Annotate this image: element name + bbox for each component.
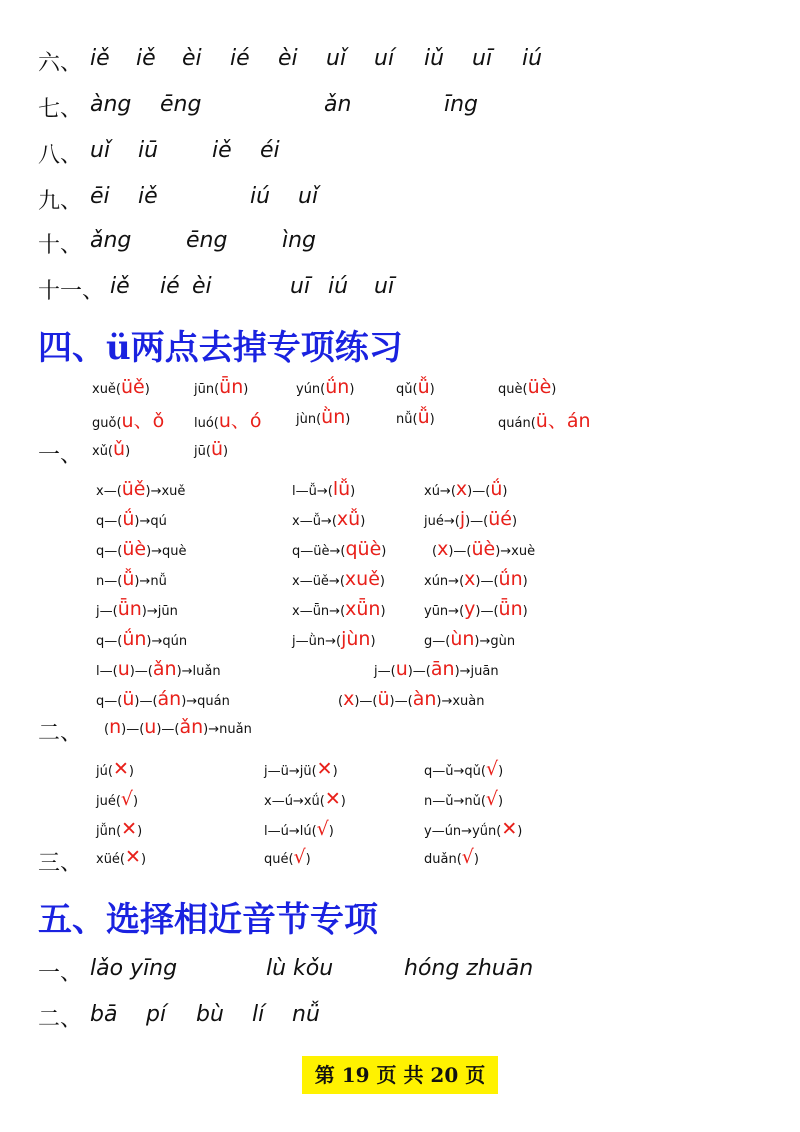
exercise-item: jué(√): [96, 788, 139, 810]
answer: ǎn: [179, 716, 204, 738]
exercise-item: guǒ(u、ǒ: [92, 410, 165, 432]
pinyin-line-8: [38, 138, 84, 169]
pinyin-line-6: [38, 46, 84, 77]
answer: ü、án: [535, 410, 591, 432]
exercise-item: jǚn(✕): [96, 818, 143, 840]
answer-mark: √: [293, 846, 306, 868]
line-number: 十一、: [38, 279, 105, 304]
answer: ǘn: [325, 376, 350, 398]
syllable: bù: [196, 1002, 224, 1027]
answer: ǖn: [498, 598, 523, 620]
line-number: 十、: [38, 233, 83, 258]
answer: án: [157, 688, 182, 710]
exercise-item: xǔ(ǔ): [92, 438, 131, 460]
answer: ǘ: [490, 478, 503, 500]
exercise-item: (n)—(u)—(ǎn)→nuǎn: [104, 716, 252, 738]
answer: ü: [210, 438, 223, 460]
answer: üè: [527, 376, 552, 398]
section-5-heading: 五、选择相近音节专项: [38, 900, 378, 940]
syllable: hóng zhuān: [404, 956, 534, 981]
syllable: uǐ: [298, 184, 319, 209]
exercise-item: n—ǔ→nǔ(√): [424, 788, 504, 810]
answer: qüè: [345, 538, 382, 560]
exercise-item: y—ún→yǘn(✕): [424, 818, 523, 840]
answer-mark: ✕: [501, 818, 518, 840]
answer: j: [459, 508, 466, 530]
answer-mark: ✕: [112, 758, 129, 780]
pinyin-line-9: [38, 184, 84, 215]
answer: x: [455, 478, 468, 500]
syllable: èi: [192, 274, 212, 299]
answer-mark: √: [316, 818, 329, 840]
syllable: iú: [250, 184, 271, 209]
syllable: èi: [278, 46, 298, 71]
line-number: 七、: [38, 97, 83, 122]
exercise-item: x—(üě)→xuě: [96, 478, 186, 500]
exercise-item: (x)—(üè)→xuè: [432, 538, 536, 560]
syllable: ēng: [160, 92, 202, 117]
answer: ān: [430, 658, 455, 680]
answer: u: [395, 658, 408, 680]
exercise-item: luó(u、ó: [194, 410, 262, 432]
exercise-item: j—ü→jü(✕): [264, 758, 338, 780]
syllable: uǐ: [326, 46, 347, 71]
syllable: iě: [138, 184, 158, 209]
answer: xuě: [344, 568, 380, 590]
exercise-item: jué→(j)—(üé): [424, 508, 518, 530]
exercise-item: q—ǔ→qǔ(√): [424, 758, 504, 780]
syllable: iě: [212, 138, 232, 163]
exercise-item: j—(ǖn)→jūn: [96, 598, 178, 620]
syllable: ǎng: [90, 228, 132, 253]
syllable: iǔ: [424, 46, 445, 71]
exercise-item: g—(ùn)→gùn: [424, 628, 516, 650]
answer: üè: [122, 538, 147, 560]
exercise-item: (x)—(ü)—(àn)→xuàn: [338, 688, 485, 710]
answer: lǚ: [332, 478, 351, 500]
answer: x: [464, 568, 476, 590]
answer: ǚ: [417, 406, 430, 428]
syllable: éi: [260, 138, 280, 163]
syllable: nǚ: [292, 1002, 320, 1027]
syllable: pí: [146, 1002, 167, 1027]
syllable: iú: [522, 46, 543, 71]
answer: u、ǒ: [121, 410, 165, 432]
exercise-item: x—ú→xǘ(✕): [264, 788, 346, 810]
exercise-item: quán(ü、án: [498, 410, 591, 432]
line-number: 九、: [38, 189, 83, 214]
syllable: ǎn: [324, 92, 352, 117]
part-label-er: 二、: [38, 721, 83, 746]
exercise-item: l—ǚ→(lǚ): [292, 478, 356, 500]
answer: àn: [412, 688, 437, 710]
exercise-item: q—(ǘn)→qún: [96, 628, 188, 650]
syllable: ié: [230, 46, 250, 71]
part-label-san: 三、: [38, 851, 83, 876]
exercise-item: xún→(x)—(ǘn): [424, 568, 528, 590]
syllable: ié: [160, 274, 180, 299]
answer-mark: ✕: [324, 788, 341, 810]
pinyin-line-s5-1: [38, 956, 84, 987]
exercise-item: j—(u)—(ān)→juān: [374, 658, 499, 680]
syllable: uī: [374, 274, 395, 299]
answer: ǜn: [321, 406, 346, 428]
page-footer: 第 19 页 共 20 页: [302, 1056, 498, 1094]
answer-mark: √: [485, 788, 499, 810]
section-4-heading: 四、ü两点去掉专项练习: [38, 328, 403, 368]
exercise-item: duǎn(√): [424, 846, 479, 868]
syllable: iū: [138, 138, 159, 163]
answer: u: [144, 716, 157, 738]
part-label-yi: 一、: [38, 443, 83, 468]
pinyin-line-7: [38, 92, 84, 123]
answer: y: [464, 598, 476, 620]
syllable: bā: [90, 1002, 118, 1027]
syllable: uī: [472, 46, 493, 71]
exercise-item: q—(ǘ)→qú: [96, 508, 167, 530]
exercise-item: qué(√): [264, 846, 311, 868]
answer: üě: [121, 376, 145, 398]
answer: üé: [488, 508, 512, 530]
syllable: iě: [90, 46, 110, 71]
answer: ǘn: [122, 628, 147, 650]
exercise-item: jūn(ǖn): [194, 376, 249, 398]
syllable: lù kǒu: [266, 956, 334, 981]
exercise-item: xuě(üě): [92, 376, 150, 398]
syllable: uǐ: [90, 138, 111, 163]
exercise-item: qǔ(ǚ): [396, 376, 435, 398]
answer: xǚ: [336, 508, 361, 530]
answer: ǚ: [417, 376, 430, 398]
line-number: 六、: [38, 51, 83, 76]
exercise-item: l—(u)—(ǎn)→luǎn: [96, 658, 221, 680]
answer-mark: √: [485, 758, 499, 780]
answer: x: [437, 538, 449, 560]
answer: ǘn: [498, 568, 523, 590]
answer: ü: [377, 688, 390, 710]
exercise-item: jū(ü): [194, 438, 229, 460]
syllable: ìng: [282, 228, 317, 253]
answer: ǖn: [219, 376, 244, 398]
exercise-item: nǚ(ǚ): [396, 406, 435, 428]
answer: ü: [122, 688, 135, 710]
syllable: èi: [182, 46, 202, 71]
exercise-item: jú(✕): [96, 758, 134, 780]
line-number: 八、: [38, 143, 83, 168]
exercise-item: xú→(x)—(ǘ): [424, 478, 508, 500]
line-number: 二、: [38, 1007, 83, 1032]
syllable: iú: [328, 274, 349, 299]
exercise-item: yūn→(y)—(ǖn): [424, 598, 528, 620]
exercise-item: x—ǖn→(xǖn): [292, 598, 386, 620]
exercise-item: xüé(✕): [96, 846, 147, 868]
exercise-item: j—ǜn→(jùn): [292, 628, 376, 650]
exercise-item: què(üè): [498, 376, 557, 398]
answer-mark: ✕: [316, 758, 333, 780]
line-number: 一、: [38, 961, 83, 986]
syllable: lǎo yīng: [90, 956, 178, 981]
answer-mark: ✕: [125, 846, 141, 868]
exercise-item: x—üě→(xuě): [292, 568, 385, 590]
answer: ǖn: [117, 598, 142, 620]
syllable: ēi: [90, 184, 110, 209]
answer: ùn: [450, 628, 475, 650]
exercise-item: q—üè→(qüè): [292, 538, 387, 560]
answer: x: [343, 688, 355, 710]
answer: xǖn: [345, 598, 381, 620]
exercise-item: q—(ü)—(án)→quán: [96, 688, 230, 710]
answer: ǘ: [122, 508, 135, 530]
answer: üè: [471, 538, 496, 560]
answer-mark: ✕: [121, 818, 138, 840]
syllable: īng: [444, 92, 479, 117]
syllable: uī: [290, 274, 311, 299]
exercise-item: n—(ǚ)→nǚ: [96, 568, 167, 590]
syllable: iě: [136, 46, 156, 71]
syllable: uí: [374, 46, 395, 71]
answer: ǔ: [113, 438, 126, 460]
answer: jùn: [341, 628, 371, 650]
syllable: iě: [110, 274, 130, 299]
answer-mark: √: [120, 788, 134, 810]
answer: ǚ: [122, 568, 135, 590]
exercise-item: l—ú→lú(√): [264, 818, 334, 840]
answer: u、ó: [218, 410, 262, 432]
syllable: ēng: [186, 228, 228, 253]
answer-mark: √: [461, 846, 474, 868]
exercise-item: jùn(ǜn): [296, 406, 351, 428]
syllable: lí: [252, 1002, 265, 1027]
answer: üě: [121, 478, 146, 500]
answer: ǎn: [152, 658, 177, 680]
pinyin-line-11: [38, 274, 106, 305]
exercise-item: q—(üè)→què: [96, 538, 187, 560]
exercise-item: yún(ǘn): [296, 376, 355, 398]
answer: n: [109, 716, 122, 738]
answer: u: [117, 658, 130, 680]
pinyin-line-s5-2: [38, 1002, 84, 1033]
pinyin-line-10: [38, 228, 84, 259]
syllable: àng: [90, 92, 132, 117]
exercise-item: x—ǚ→(xǚ): [292, 508, 366, 530]
